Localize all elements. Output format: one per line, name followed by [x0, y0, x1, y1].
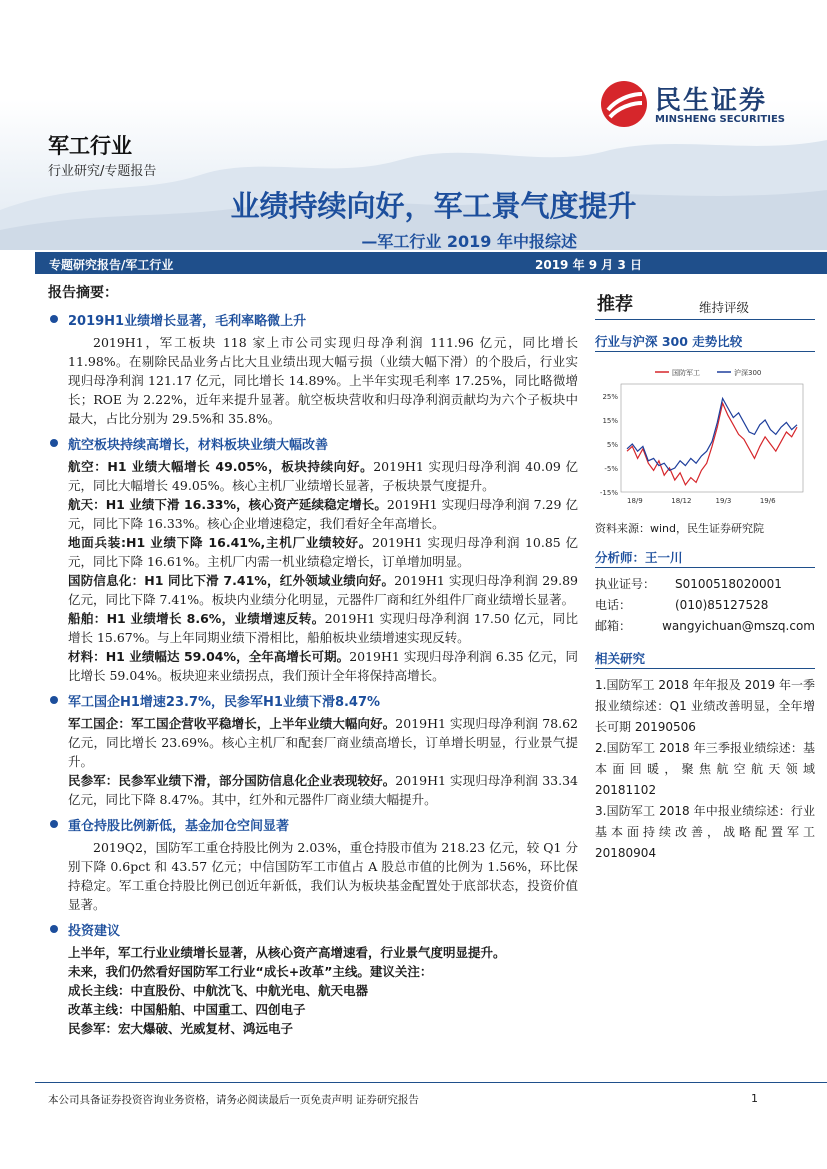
chart-source: 资料来源：wind，民生证券研究院 — [595, 522, 765, 535]
section-heading: 重仓持股比例新低，基金加仓空间显著 — [48, 815, 578, 834]
analyst-title: 分析师：王一川 — [595, 536, 815, 568]
legend-label: 国防军工 — [672, 369, 700, 377]
list-item: 地面兵装:H1 业绩下降 16.41%,主机厂业绩较好。2019H1 实现归母净利润 10.85 亿元，同比下降 16.61%。主机厂内需一机业绩稳定增长，订单增加明显。 — [68, 535, 578, 569]
trend-chart — [595, 352, 810, 512]
list-item: 航天：H1 业绩下滑 16.33%，核心资产延续稳定增长。2019H1 实现归母净利润 7.29 亿元，同比下降 16.33%。核心企业增速稳定，我们看好全年高增长。 — [68, 497, 578, 531]
related-report[interactable]: 2.国防军工 2018 年三季报业绩综述：基本面回暖，聚焦航空航天领域 20181102 — [595, 741, 815, 797]
report-category: 专题研究报告/军工行业 — [49, 258, 174, 272]
advice-line: 成长主线：中直股份、中航沈飞、中航光电、航天电器 — [68, 983, 369, 998]
x-tick-label: 18/12 — [671, 497, 692, 505]
advice-line: 上半年，军工行业业绩增长显著，从核心资产高增速看，行业景气度明显提升。 — [68, 945, 506, 960]
section-heading: 军工国企H1增速23.7%，民参军H1业绩下滑8.47% — [48, 691, 578, 710]
report-info-bar — [35, 252, 827, 274]
related-report[interactable]: 1.国防军工 2018 年年报及 2019 年一季报业绩综述：Q1 业绩改善明显，全年增长可期 20190506 — [595, 678, 815, 734]
brand-name-en: MINSHENG SECURITIES — [655, 114, 785, 125]
analyst-row: 执业证号： S0100518020001 — [595, 577, 782, 591]
minsheng-logo-icon — [600, 80, 648, 128]
plot-frame — [621, 384, 803, 492]
y-tick-label: 25% — [602, 393, 618, 401]
related-report[interactable]: 3.国防军工 2018 年中报业绩综述：行业基本面持续改善，战略配置军工 20180904 — [595, 804, 815, 860]
list-item: 航空：H1 业绩大幅增长 49.05%，板块持续向好。2019H1 实现归母净利润 40.09 亿元，同比大幅增长 49.05%。核心主机厂业绩增长显著，子板块景气度提升。 — [68, 459, 578, 493]
summary-label: 报告摘要： — [48, 285, 118, 301]
list-item: 军工国企：军工国企营收平稳增长，上半年业绩大幅向好。2019H1 实现归母净利润 78.62 亿元，同比增长 23.69%。核心主机厂和配套厂商业绩高增长，订单增长明显，行业景气提升。 — [68, 716, 578, 769]
page-title: 业绩持续向好，军工景气度提升 — [230, 189, 637, 223]
y-tick-label: 5% — [606, 441, 618, 449]
analyst-info — [595, 574, 815, 637]
report-type: 行业研究/专题报告 — [48, 164, 157, 179]
series-line-hs300 — [627, 398, 797, 470]
rating: 推荐 — [597, 294, 633, 315]
page-subtitle: —军工行业 2019 年中报综述 — [361, 232, 577, 251]
list-item: 船舶：H1 业绩增长 8.6%，业绩增速反转。2019H1 实现归母净利润 17.50 亿元，同比增长 15.67%。与上年同期业绩下滑相比，船舶板块业绩增速实现反转。 — [68, 611, 579, 645]
rating-box — [595, 282, 815, 320]
list-item: 材料：H1 业绩幅达 59.04%，全年高增长可期。2019H1 实现归母净利润 6.35 亿元，同比增长 59.04%。板块迎来业绩拐点，我们预计全年将保持高增长。 — [68, 649, 578, 683]
section-heading: 2019H1业绩增长显著，毛利率略微上升 — [48, 310, 578, 329]
analyst-row: 邮箱： wangyichuan@mszq.com — [595, 619, 815, 633]
advice-line: 改革主线：中国船舶、中国重工、四创电子 — [68, 1002, 306, 1017]
rating-note: 维持评级 — [699, 300, 750, 315]
summary-column — [48, 282, 578, 1038]
x-tick-label: 19/3 — [715, 497, 732, 505]
section-heading: 航空板块持续高增长，材料板块业绩大幅改善 — [48, 434, 578, 453]
advice-line: 民参军：宏大爆破、光威复材、鸿远电子 — [68, 1021, 294, 1036]
y-tick-label: -15% — [599, 489, 618, 497]
related-title: 相关研究 — [595, 637, 815, 669]
section-paragraph: 2019H1，军工板块 118 家上市公司实现归母净利润 111.96 亿元，同比增长 11.98%。在剔除民品业务占比大且业绩出现大幅亏损（业绩大幅下滑）的个股后，行业实现归母净利润 121.17 亿元，同比增长 14.89%。上半年实现毛利率 17.25%，同比略微增长；ROE 为 2.22%，近年来提升显著。航空板块营收和归母净利润贡献均为六个子板块中最大，占比分别为 29.5%和 35.8%。 — [68, 335, 578, 426]
page-number: 1 — [751, 1092, 758, 1105]
y-tick-label: -5% — [604, 465, 618, 473]
section-heading: 投资建议 — [48, 920, 578, 939]
advice-line: 未来，我们仍然看好国防军工行业“成长+改革”主线。建议关注： — [68, 964, 433, 979]
y-tick-label: 15% — [602, 417, 618, 425]
x-tick-label: 18/9 — [627, 497, 643, 505]
chart-title: 行业与沪深 300 走势比较 — [595, 320, 815, 352]
list-item: 民参军：民参军业绩下滑，部分国防信息化企业表现较好。2019H1 实现归母净利润 33.34 亿元，同比下降 8.47%。其中，红外和元器件厂商业绩大幅提升。 — [68, 773, 578, 807]
list-item: 国防信息化：H1 同比下滑 7.41%，红外领域业绩向好。2019H1 实现归母净利润 29.89 亿元，同比下降 7.41%。板块内业绩分化明显，元器件厂商和红外组件厂商业绩增长显著。 — [68, 573, 578, 607]
brand-name-cn: 民生证券 — [655, 86, 768, 116]
legend-label: 沪深300 — [734, 369, 762, 377]
report-date: 2019 年 9 月 3 日 — [535, 258, 642, 272]
industry-label: 军工行业 — [48, 134, 132, 158]
section-paragraph: 2019Q2，国防军工重仓持股比例为 2.03%，重仓持股市值为 218.23 亿元，较 Q1 分别下降 0.6pct 和 43.57 亿元；中信国防军工市值占 A 股总市值的比例为 1.56%，环比保持稳定。军工重仓持股比例已创近年新低，我们认为板块基金配置处于底部状态，投资价值显著。 — [68, 840, 578, 912]
series-line-defense — [627, 403, 797, 485]
brand-logo — [600, 80, 800, 130]
related-list — [595, 675, 815, 864]
investment-advice — [68, 943, 578, 1038]
sidebar — [595, 282, 815, 864]
footer-disclaimer: 本公司具备证券投资咨询业务资格，请务必阅读最后一页免责声明 证券研究报告 — [48, 1094, 419, 1106]
x-tick-label: 19/6 — [759, 497, 776, 505]
analyst-row: 电话： (010)85127528 — [595, 598, 769, 612]
footer-divider — [35, 1082, 827, 1083]
